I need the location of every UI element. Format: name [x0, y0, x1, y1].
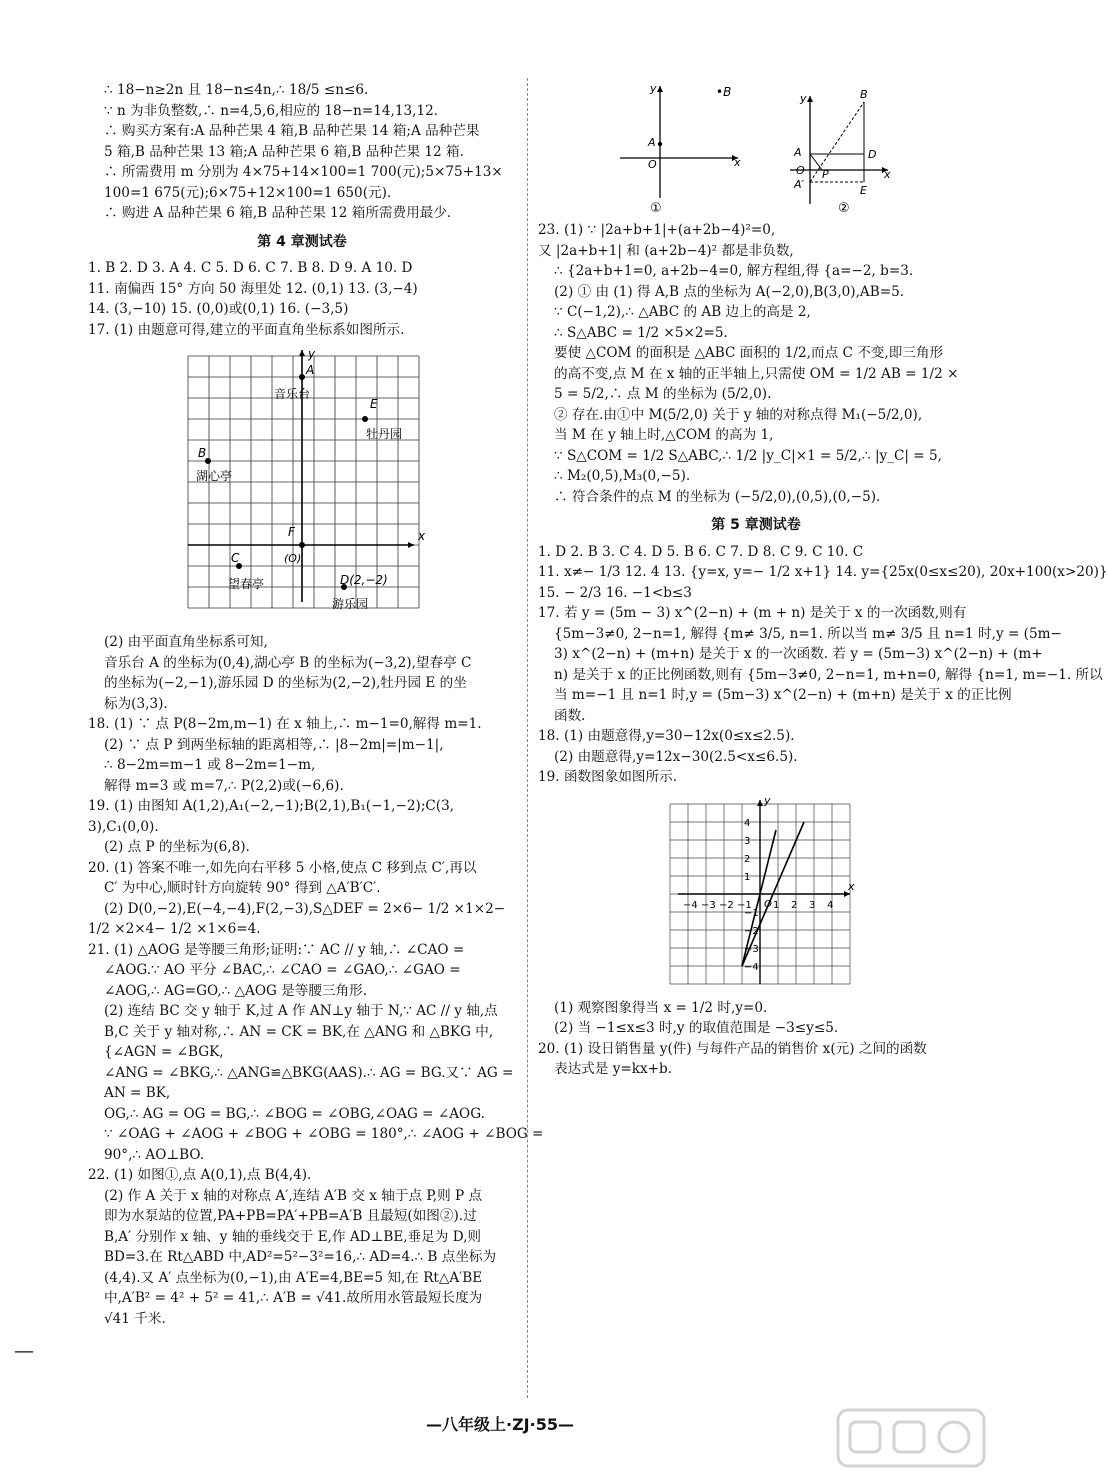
text-line: {∠AGN = ∠BGK,	[104, 1044, 224, 1060]
graph-y: y	[764, 793, 771, 807]
text-line: 3),C₁(0,0).	[88, 818, 159, 835]
function-graph-svg	[538, 788, 974, 998]
chapter4-title: 第 4 章测试卷	[257, 233, 347, 250]
text-line: ∴ 18−n≥2n 且 18−n≤4n,∴ 18/5 ≤n≤6.	[104, 82, 369, 98]
text-line: 5 = 5/2,∴ 点 M 的坐标为 (5/2,0).	[554, 386, 772, 402]
text-line: 100=1 675(元);6×75+12×100=1 650(元).	[104, 184, 392, 201]
text-line: 18. (1) 由题意得,y=30−12x(0≤x≤2.5).	[538, 728, 795, 744]
text-line: 标为(3,3).	[104, 695, 168, 712]
fig1-B: •B	[716, 85, 732, 99]
label-youle: 游乐园	[332, 597, 369, 611]
fig2-B: B	[860, 88, 868, 101]
text-line: 23. (1) ∵ |2a+b+1|+(a+2b−4)²=0,	[538, 222, 776, 238]
text-line: 17. 若 y = (5m − 3) x^(2−n) + (m + n) 是关于 x 的一次函数,则有	[538, 605, 967, 621]
text-line: 18. (1) ∵ 点 P(8−2m,m−1) 在 x 轴上,∴ m−1=0,解得 m=1.	[88, 716, 482, 732]
label-O: (O)	[284, 552, 302, 565]
text-line: 19. 函数图象如图所示.	[538, 769, 678, 785]
text-line: 1. B 2. D 3. A 4. C 5. D 6. C 7. B 8. D 9. A 10. D	[88, 260, 413, 276]
graph-ytick-label: −3	[744, 943, 759, 955]
text-line: ② 存在.由①中 M(5/2,0) 关于 y 轴的对称点得 M₁(−5/2,0),	[554, 406, 923, 423]
text-line: √41 千米.	[104, 1310, 166, 1327]
text-line: ∴ {2a+b+1=0, a+2b−4=0, 解方程组,得 {a=−2, b=3.	[554, 263, 914, 279]
label-D: D(2,−2)	[340, 573, 388, 587]
text-line: 14. (3,−10) 15. (0,0)或(0,1) 16. (−3,5)	[88, 301, 349, 317]
chapter5-title: 第 5 章测试卷	[711, 517, 801, 533]
x-axis-arrow	[408, 542, 414, 548]
text-line: ∴ 所需费用 m 分别为 4×75+14×100=1 700(元);5×75+13×	[104, 164, 503, 180]
text-line: ∵ ∠OAG + ∠AOG + ∠BOG + ∠OBG = 180°,∴ ∠AOG + ∠BOG =	[104, 1126, 544, 1142]
graph-xtick-label: −1	[737, 899, 752, 911]
graph-xtick-label: 1	[773, 899, 780, 911]
x-label: x	[418, 529, 426, 543]
text-line: 5 箱,B 品种芒果 13 箱;A 品种芒果 6 箱,B 品种芒果 12 箱.	[104, 143, 464, 160]
fig1-point-A	[658, 142, 662, 146]
chapter5-answers	[538, 542, 1108, 788]
text-line: 17. (1) 由题意可得,建立的平面直角坐标系如图所示.	[88, 321, 405, 338]
text-line: ∵ n 为非负整数,∴ n=4,5,6,相应的 18−n=14,13,12.	[104, 102, 439, 119]
fig2-y-arrow	[807, 96, 813, 102]
q22-figures	[538, 80, 974, 220]
text-line: 20. (1) 设日销售量 y(件) 与每件产品的销售价 x(元) 之间的函数	[538, 1040, 927, 1057]
text-line: ∠AOG.∵ AO 平分 ∠BAC,∴ ∠CAO = ∠GAO,∴ ∠GAO =	[104, 962, 461, 978]
chapter4-solutions	[88, 632, 544, 1329]
text-line: 音乐台 A 的坐标为(0,4),湖心亭 B 的坐标为(−3,2),望春亭 C	[104, 654, 472, 671]
watermark-logo	[836, 1408, 986, 1468]
text-line: 3) x^(2−n) + (m+n) 是关于 x 的一次函数. 若 y = (5m−3) x^(2−n) + (m+	[554, 646, 1043, 662]
text-line: ∵ S△COM = 1/2 S△ABC,∴ 1/2 |y_C|×1 = 5/2,∴ |y_C| = 5,	[554, 447, 942, 464]
label-yinyuetai: 音乐台	[274, 387, 311, 401]
column-divider	[527, 78, 528, 1398]
park-grid-svg	[88, 340, 516, 632]
text-line: 22. (1) 如图①,点 A(0,1),点 B(4,4).	[88, 1167, 312, 1183]
graph-xtick-label: 4	[827, 899, 834, 911]
text-line: (2) 作 A 关于 x 轴的对称点 A′,连结 A′B 交 x 轴于点 P,则 P 点	[104, 1187, 483, 1204]
fig2-AP	[810, 154, 822, 170]
text-line: 表达式是 y=kx+b.	[554, 1061, 673, 1077]
label-A: A	[306, 363, 315, 377]
text-line: 要使 △COM 的面积是 △ABC 面积的 1/2,而点 C 不变,即三角形	[554, 345, 944, 361]
graph-xtick-label: −2	[719, 899, 734, 911]
fig1-y-arrow	[657, 86, 663, 92]
y-axis-arrow	[299, 350, 305, 356]
graph-xtick-label: 2	[791, 899, 798, 911]
text-line: AN = BK,	[104, 1085, 171, 1101]
coordinate-grid-figure	[88, 340, 516, 632]
fig1-A: A	[648, 136, 656, 149]
graph-xtick-label: 3	[809, 899, 816, 911]
label-wangchun: 望春亭	[228, 577, 265, 591]
page-footer: —八年级上·ZJ·55—	[426, 1415, 574, 1434]
graph-xtick-label: −3	[701, 899, 716, 911]
text-line: (2) ① 由 (1) 得 A,B 点的坐标为 A(−2,0),B(3,0),AB=5.	[554, 283, 905, 300]
right-column	[538, 80, 1108, 1080]
function-graph-figure	[538, 788, 974, 998]
fig1-x: x	[734, 156, 741, 169]
text-line: ∴ S△ABC = 1/2 ×5×2=5.	[554, 324, 728, 341]
text-line: (2) ∵ 点 P 到两坐标轴的距离相等,∴ |8−2m|=|m−1|,	[104, 736, 444, 753]
y-label: y	[308, 347, 316, 361]
side-mark: —	[14, 1338, 34, 1362]
text-line: 1. D 2. B 3. C 4. D 5. B 6. C 7. D 8. C 9. C 10. C	[538, 543, 864, 560]
point-A	[299, 374, 305, 380]
text-line: (2) 由平面直角坐标系可知,	[104, 634, 268, 650]
graph-ytick-labels	[744, 818, 759, 973]
graph-ytick-label: 2	[744, 853, 751, 865]
text-line: n) 是关于 x 的正比例函数,则有 {5m−3≠0, 2−n=1, m+n=0, 解得 {n=1, m=−1. 所以	[554, 666, 1103, 683]
text-line: (2) 由题意得,y=12x−30(2.5<x≤6.5).	[554, 748, 798, 765]
chapter4-answers	[88, 258, 516, 340]
text-line: ∵ C(−1,2),∴ △ABC 的 AB 边上的高是 2,	[554, 304, 811, 320]
fig2-D: D	[868, 148, 877, 161]
graph-ytick-label: −4	[744, 961, 759, 973]
text-line: (4,4).又 A′ 点坐标为(0,−1),由 A′E=4,BE=5 知,在 Rt△A′BE	[104, 1269, 483, 1286]
fig2-number: ②	[838, 201, 850, 216]
text-line: 即为水泵站的位置,PA+PB=PA′+PB=A′B 且最短(如图②).过	[104, 1208, 477, 1224]
graph-xtick-label: −4	[683, 899, 698, 911]
text-line: 21. (1) △AOG 是等腰三角形;证明:∵ AC // y 轴,∴ ∠CAO =	[88, 941, 465, 958]
text-line: (2) 点 P 的坐标为(6,8).	[104, 839, 250, 855]
text-line: (2) 连结 BC 交 y 轴于 K,过 A 作 AN⊥y 轴于 N,∵ AC // y 轴,点	[104, 1003, 498, 1019]
left-column	[88, 80, 544, 1329]
fig2-x: x	[884, 168, 891, 181]
point-E	[362, 416, 368, 422]
text-line: BD=3.在 Rt△ABD 中,AD²=5²−3²=16,∴ AD=4.∴ B 点坐标为	[104, 1249, 497, 1265]
label-huxin: 湖心亭	[196, 469, 233, 483]
fig2-O: O	[796, 164, 805, 177]
fig2-Aprime: A′	[794, 178, 805, 191]
text-line: {5m−3≠0, 2−n=1, 解得 {m≠ 3/5, n=1. 所以当 m≠ 3/5 且 n=1 时,y = (5m−	[554, 625, 1062, 642]
text-line: (1) 观察图象得当 x = 1/2 时,y=0.	[554, 999, 768, 1016]
graph-O: O	[764, 898, 772, 910]
text-line: ∴ M₂(0,5),M₃(0,−5).	[554, 468, 691, 484]
text-line: ∠ANG = ∠BKG,∴ △ANG≌△BKG(AAS).∴ AG = BG.又∵ AG =	[104, 1064, 514, 1081]
graph-ytick-label: −2	[744, 925, 759, 937]
text-line: ∴ 购进 A 品种芒果 6 箱,B 品种芒果 12 箱所需费用最少.	[104, 205, 452, 221]
fig1-number: ①	[650, 201, 662, 216]
text-line: ∴ 8−2m=m−1 或 8−2m=1−m,	[104, 757, 316, 773]
text-line: 20. (1) 答案不唯一,如先向右平移 5 小格,使点 C 移到点 C′,再以	[88, 859, 477, 876]
text-line: 的坐标为(−2,−1),游乐园 D 的坐标为(2,−2),牡丹园 E 的坐	[104, 675, 467, 691]
label-F: F	[288, 525, 295, 539]
text-line: B,C 关于 y 轴对称,∴ AN = CK = BK,在 △ANG 和 △BKG 中,	[104, 1023, 494, 1040]
text-line: 11. 南偏西 15° 方向 50 海里处 12. (0,1) 13. (3,−4)	[88, 280, 418, 297]
text-line: B,A′ 分别作 x 轴、y 轴的垂线交于 E,作 AD⊥BE,垂足为 D,则	[104, 1228, 482, 1245]
point-F	[299, 542, 305, 548]
q23-solution	[538, 220, 974, 507]
text-line: ∠AOG,∴ AG=GO,∴ △AOG 是等腰三角形.	[104, 982, 368, 999]
text-line: 15. − 2/3 16. −1<b≤3	[538, 584, 692, 601]
graph-ytick-label: 3	[744, 835, 751, 847]
text-line: 解得 m=3 或 m=7,∴ P(2,2)或(−6,6).	[104, 777, 344, 794]
text-line: 的高不变,点 M 在 x 轴的正半轴上,只需使 OM = 1/2 AB = 1/2 ×	[554, 365, 959, 382]
text-line: (2) D(0,−2),E(−4,−4),F(2,−3),S△DEF = 2×6− 1/2 ×1×2−	[104, 900, 506, 917]
text-line: (2) 当 −1≤x≤3 时,y 的取值范围是 −3≤y≤5.	[554, 1020, 839, 1036]
graph-ytick-label: 4	[744, 817, 751, 829]
fig2-E: E	[860, 184, 867, 197]
text-line: C′ 为中心,顺时针方向旋转 90° 得到 △A′B′C′.	[104, 880, 381, 896]
graph-y-arrow	[757, 800, 763, 806]
text-line: 当 M 在 y 轴上时,△COM 的高为 1,	[554, 427, 774, 443]
text-line: 又 |2a+b+1| 和 (a+2b−4)² 都是非负数,	[538, 242, 794, 259]
fig2-P: P	[822, 168, 829, 181]
text-line: OG,∴ AG = OG = BG,∴ ∠BOG = ∠OBG,∠OAG = ∠AOG.	[104, 1105, 485, 1122]
text-line: 11. x≠− 1/3 12. 4 13. {y=x, y=− 1/2 x+1} 14. y={25x(0≤x≤20), 20x+100(x>20)}	[538, 564, 1108, 580]
q22-figures-svg	[538, 80, 974, 220]
label-E: E	[370, 397, 378, 411]
chapter5-solutions	[538, 998, 974, 1080]
label-mudan: 牡丹园	[366, 427, 403, 441]
text-line: 19. (1) 由图知 A(1,2),A₁(−2,−1);B(2,1),B₁(−1,−2);C(3,	[88, 798, 455, 814]
fig1-O: O	[648, 158, 657, 171]
text-line: 90°,∴ AO⊥BO.	[104, 1146, 205, 1163]
graph-x: x	[848, 879, 855, 893]
text-line: 中,A′B² = 4² + 5² = 41,∴ A′B = √41.故所用水管最短长度为	[104, 1290, 483, 1306]
graph-ytick-label: 1	[744, 871, 751, 883]
label-C: C	[231, 551, 240, 565]
text-line: 函数.	[554, 707, 586, 724]
text-line: ∴ 购买方案有:A 品种芒果 4 箱,B 品种芒果 14 箱;A 品种芒果	[104, 123, 480, 139]
graph-ytick-label: −1	[744, 907, 759, 919]
text-line: ∴ 符合条件的点 M 的坐标为 (−5/2,0),(0,5),(0,−5).	[554, 488, 881, 505]
text-line: 1/2 ×2×4− 1/2 ×1×6=4.	[88, 921, 261, 937]
fig1-y: y	[650, 82, 657, 95]
intro-solution	[88, 80, 516, 224]
fig2-A: A	[794, 146, 802, 159]
fig2-y: y	[800, 92, 807, 105]
text-line: 当 m=−1 且 n=1 时,y = (5m−3) x^(2−n) + (m+n) 是关于 x 的正比例	[554, 687, 1012, 703]
label-B: B	[198, 446, 207, 460]
